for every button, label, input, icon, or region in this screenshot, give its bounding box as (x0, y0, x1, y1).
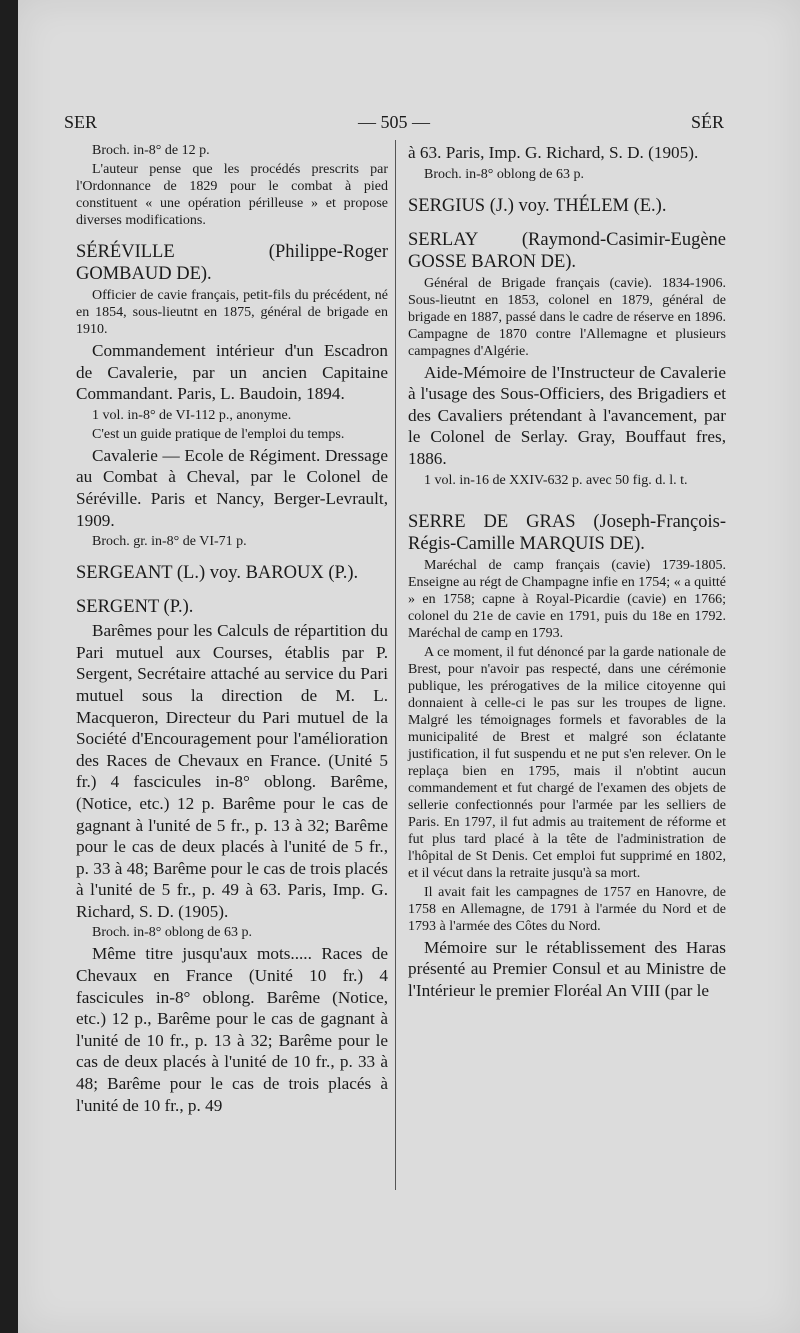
entry-paragraph: 1 vol. in-16 de XXIV-632 p. avec 50 fig. d. l. t. (424, 472, 688, 488)
entry-paragraph: Aide-Mémoire de l'Instructeur de Cavalerie à l'usage des Sous-Officiers, des Brigadiers et des Cavaliers prétendant à l'avancement, par le Colonel de Serlay. Gray, Bouffaut fres, 1886. (408, 362, 726, 468)
entry-heading: SERGENT (P.). (76, 597, 194, 618)
entry-paragraph: A ce moment, il fut dénoncé par la garde nationale de Brest, pour n'avoir pas respecté, dans une cérémonie publique, les prérogatives de la milice citoyenne qui donnaient à celle-ci le pas sur les troupes de ligne. Malgré les témoignages formels et favorables de la municipalité de Brest et malgré son éclatante justification, il fut suspendu et ne put s'en relever. On le replaça bien en 1795, mais il n'obtint aucun commandement et fut chargé de l'examen des objets de sellerie confectionnés pour l'armée par les selliers de Paris. En 1797, il fut admis au traitement de réforme et fut plus tard placé à la tête de l'administration de l'hôpital de St Denis. Cet emploi fut supprimé en 1802, et il vécut dans la retraite jusqu'à sa mort. (408, 644, 726, 881)
book-page (18, 0, 800, 1333)
entry-paragraph: Broch. in-8° oblong de 63 p. (424, 166, 584, 182)
entry-paragraph: Barêmes pour les Calculs de répartition du Pari mutuel aux Courses, établis par P. Sergent, Secrétaire attaché au service du Pari mutuel sous la direction de M. L. Macqueron, Directeur du Pari mutuel de la Société d'Encouragement pour l'amélioration des Races de Chevaux en France. (Unité 5 fr.) 4 fascicules in-8° oblong. Barême, (Notice, etc.) 12 p. Barême pour le cas de gagnant à l'unité de 5 fr., p. 13 à 32; Barême pour le cas de deux placés à l'unité de 5 fr., p. 33 à 48; Barême pour le cas de trois placés à l'unité de 5 fr., p. 49 à 63. Paris, Imp. G. Richard, S. D. (1905). (76, 621, 388, 921)
spacer (408, 219, 726, 229)
entry-heading: SERLAY (Raymond-Casimir-Eugène GOSSE BARON DE). (408, 229, 726, 272)
entry-paragraph: à 63. Paris, Imp. G. Richard, S. D. (1905). (408, 143, 699, 162)
spacer (76, 231, 388, 241)
spacer (76, 586, 388, 596)
page-number: — 505 — (358, 112, 430, 132)
running-head-right: SÉR (690, 112, 724, 132)
entry-paragraph: Maréchal de camp français (cavie) 1739-1805. Enseigne au régt de Champagne infie en 1754; « a quitté » en 1758; capne à Royal-Picardie (cavie) en 1766; colonel du 21e de cavie en 1791, puis du 18e en 1792. Maréchal de camp en 1793. (408, 557, 726, 641)
page-header (64, 112, 724, 142)
entry-paragraph: Broch. gr. in-8° de VI-71 p. (92, 534, 247, 550)
spacer (76, 552, 388, 562)
entry-paragraph: 1 vol. in-8° de VI-112 p., anonyme. (92, 407, 292, 423)
entry-paragraph: Mémoire sur le rétablissement des Haras présenté au Premier Consul et au Ministre de l'Intérieur le premier Floréal An VIII (par le (408, 937, 726, 1000)
spacer (408, 185, 726, 195)
entry-heading: SERGEANT (L.) voy. BAROUX (P.). (76, 563, 359, 584)
entry-paragraph: Commandement intérieur d'un Escadron de Cavalerie, par un ancien Capitaine Commandant. Paris, L. Baudoin, 1894. (76, 341, 388, 404)
entry-heading: SERRE DE GRAS (Joseph-François-Régis-Camille MARQUIS DE). (408, 511, 726, 554)
entry-paragraph: Broch. in-8° de 12 p. (92, 143, 210, 158)
entry-paragraph: Broch. in-8° oblong de 63 p. (92, 925, 252, 941)
entry-paragraph: Général de Brigade français (cavie). 1834-1906. Sous-lieutnt en 1853, colonel en 1879, général de brigade en 1887, passé dans le cadre de réserve en 1896. Campagne de 1870 contre l'Allemagne et plusieurs campagnes d'Algérie. (408, 275, 726, 359)
entry-paragraph: Il avait fait les campagnes de 1757 en Hanovre, de 1758 en Allemagne, de 1791 à l'armée du Nord et de 1793 à l'armée des Côtes du Nord. (408, 884, 726, 934)
entry-paragraph: Même titre jusqu'aux mots..... Races de Chevaux en France (Unité 10 fr.) 4 fascicules in-8° oblong. Barême (Notice, etc.) 12 p., Barême pour le cas de gagnant à l'unité de 10 fr., p. 13 à 32; Barême pour le cas de deux placés à l'unité de 10 fr., p. 33 à 48; Barême pour le cas de trois placés à l'unité de 10 fr., p. 49 (76, 944, 388, 1115)
entry-paragraph: Officier de cavie français, petit-fils du précédent, né en 1854, sous-lieutnt en 1875, général de brigade en 1910. (76, 288, 388, 337)
entry-paragraph: C'est un guide pratique de l'emploi du temps. (92, 426, 345, 442)
column-divider (395, 140, 396, 1190)
entry-paragraph: Cavalerie — Ecole de Régiment. Dressage au Combat à Cheval, par le Colonel de Séréville. Paris et Nancy, Berger-Levrault, 1909. (76, 445, 388, 530)
left-column (76, 142, 388, 1118)
entry-paragraph: L'auteur pense que les procédés prescrits par l'Ordonnance de 1829 pour le combat à pied constituent « une opération périlleuse » et propose diverses modifications. (76, 162, 388, 228)
entry-heading: SÉRÉVILLE (Philippe-Roger GOMBAUD DE). (76, 242, 388, 284)
right-column (408, 142, 726, 1003)
entry-heading: SERGIUS (J.) voy. THÉLEM (E.). (408, 195, 667, 216)
spacer (408, 491, 726, 511)
running-head-left: SER (64, 112, 98, 132)
